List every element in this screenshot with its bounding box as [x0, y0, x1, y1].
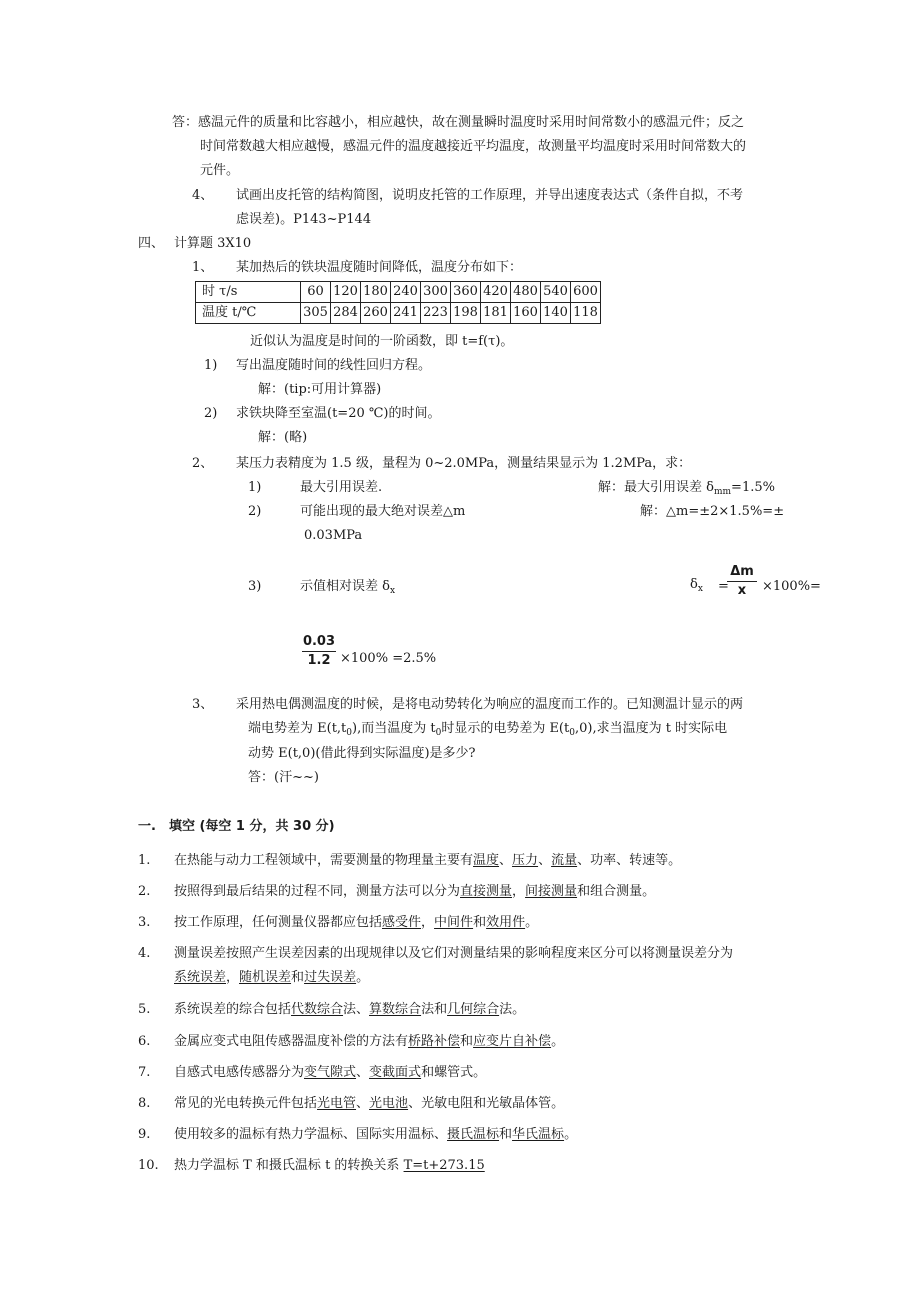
- blank-answer: 应变片自补偿: [473, 1034, 552, 1049]
- table-cell: 240: [391, 282, 421, 303]
- subquestion-number: 1): [248, 480, 262, 495]
- question-text: 采用热电偶测温度的时候，是将电动势转化为响应的温度而工作的。已知测温计显示的两: [236, 697, 744, 712]
- table-header-time: 时 τ/s: [196, 282, 301, 303]
- table-cell: 260: [361, 303, 391, 324]
- subquestion-number: 3): [248, 579, 262, 594]
- list-item: 自感式电感传感器分为变气隙式、变截面式和螺管式。: [174, 1065, 487, 1080]
- table-cell: 600: [571, 282, 601, 303]
- table-cell: 360: [451, 282, 481, 303]
- question-text: 动势 E(t,0)(借此得到实际温度)是多少?: [248, 746, 476, 761]
- subquestion-text: 可能出现的最大绝对误差△m: [300, 504, 466, 519]
- list-item: 金属应变式电阻传感器温度补偿的方法有桥路补偿和应变片自补偿。: [174, 1034, 565, 1049]
- table-cell: 223: [421, 303, 451, 324]
- table-cell: 120: [331, 282, 361, 303]
- table-cell: 60: [301, 282, 331, 303]
- formula-fraction: [302, 634, 336, 669]
- blank-answer: 代数综合: [291, 1002, 344, 1017]
- fraction-denominator: x: [737, 583, 747, 598]
- list-number: 2.: [138, 884, 151, 899]
- blank-answer: 流量: [551, 853, 578, 868]
- list-number: 4.: [138, 946, 151, 961]
- table-cell: 140: [541, 303, 571, 324]
- table-cell: 540: [541, 282, 571, 303]
- fraction-bar: [727, 581, 757, 582]
- subquestion-number: 1): [204, 358, 218, 373]
- fraction-numerator: Δm: [730, 564, 754, 579]
- list-item: 使用较多的温标有热力学温标、国际实用温标、摄氏温标和华氏温标。: [174, 1127, 578, 1142]
- table-cell: 300: [421, 282, 451, 303]
- list-number: 1.: [138, 853, 151, 868]
- formula-lhs: $\delta_x$: [690, 577, 703, 594]
- blank-answer: T=t+273.15: [403, 1158, 485, 1173]
- blank-answer: 温度: [473, 853, 500, 868]
- question-text: 端电势差为 $E(t,t_0)$,而当温度为 $t_0$时显示的电势差为 $E(t_0,0)$,求当温度为 t 时实际电: [248, 721, 728, 738]
- list-item: 按照得到最后结果的过程不同，测量方法可以分为直接测量，间接测量和组合测量。: [174, 884, 656, 899]
- blank-answer: 过失误差: [304, 970, 357, 985]
- blank-answer: 中间件: [434, 915, 474, 930]
- blank-answer: 效用件: [486, 915, 526, 930]
- blank-answer: 光电管: [317, 1096, 357, 1111]
- table-row: [196, 303, 601, 324]
- answer-line: 时间常数越大相应越慢，感温元件的温度越接近平均温度，故测量平均温度时采用时间常数大的: [200, 139, 747, 154]
- list-number: 6.: [138, 1034, 151, 1049]
- table-cell: 480: [511, 282, 541, 303]
- formula-percent: ×100%=: [762, 579, 821, 594]
- list-item: 按工作原理，任何测量仪器都应包括感受件，中间件和效用件。: [174, 915, 539, 930]
- answer-line: 元件。: [200, 163, 240, 178]
- table-cell: 198: [451, 303, 481, 324]
- section-title: 计算题 3X10: [174, 236, 252, 251]
- list-number: 9.: [138, 1127, 151, 1142]
- table-cell: 118: [571, 303, 601, 324]
- table-cell: 305: [301, 303, 331, 324]
- blank-answer: 随机误差: [239, 970, 292, 985]
- formula-equals: =: [718, 579, 729, 594]
- note-text: 近似认为温度是时间的一阶函数，即 t=f(τ)。: [250, 334, 514, 349]
- question-number: 2、: [192, 456, 214, 471]
- question-text: 某加热后的铁块温度随时间降低，温度分布如下：: [236, 260, 523, 275]
- blank-answer: 几何综合: [447, 1002, 500, 1017]
- subquestion-number: 2): [248, 504, 262, 519]
- table-cell: 420: [481, 282, 511, 303]
- section-number: 四、: [138, 236, 165, 251]
- subquestion-text: 最大引用误差.: [300, 480, 383, 495]
- table-cell: 284: [331, 303, 361, 324]
- blank-answer: 桥路补偿: [408, 1034, 461, 1049]
- question-number: 3、: [192, 697, 214, 712]
- blank-answer: 变气隙式: [304, 1065, 357, 1080]
- answer-line: 答：感温元件的质量和比容越小，相应越快，故在测量瞬时温度时采用时间常数小的感温元件；反之: [172, 115, 745, 130]
- blank-answer: 摄氏温标: [447, 1127, 500, 1142]
- question-text: 某压力表精度为 1.5 级，量程为 0~2.0MPa，测量结果显示为 1.2MPa，求：: [236, 456, 692, 471]
- blank-answer: 直接测量: [460, 884, 513, 899]
- subquestion-text: 求铁块降至室温(t=20 ℃)的时间。: [236, 406, 441, 421]
- list-item: 在热能与动力工程领域中，需要测量的物理量主要有温度、压力、流量、功率、转速等。: [174, 853, 682, 868]
- blank-answer: 间接测量: [525, 884, 578, 899]
- section-title: 一. 填空 (每空 1 分，共 30 分): [138, 819, 335, 834]
- answer-text: 解：最大引用误差 $\delta_{mm}=1.5\%$: [598, 480, 775, 497]
- table-cell: 241: [391, 303, 421, 324]
- question-number: 1、: [192, 260, 214, 275]
- list-number: 7.: [138, 1065, 151, 1080]
- blank-answer: 算数综合: [369, 1002, 422, 1017]
- subquestion-text: 写出温度随时间的线性回归方程。: [236, 358, 432, 373]
- blank-answer: 光电池: [369, 1096, 409, 1111]
- question-text: 试画出皮托管的结构简图，说明皮托管的工作原理，并导出速度表达式（条件自拟，不考: [236, 188, 744, 203]
- blank-answer: 变截面式: [369, 1065, 422, 1080]
- table-cell: 160: [511, 303, 541, 324]
- fraction-bar: [302, 651, 336, 652]
- temperature-table: [195, 281, 601, 324]
- subquestion-number: 2): [204, 406, 218, 421]
- list-item-continuation: 系统误差，随机误差和过失误差。: [174, 970, 370, 985]
- answer-text: 答：(汗~~): [248, 770, 319, 785]
- list-number: 8.: [138, 1096, 151, 1111]
- answer-text: 解：△m=±2×1.5%=±: [640, 504, 785, 519]
- blank-answer: 感受件: [382, 915, 422, 930]
- table-cell: 180: [361, 282, 391, 303]
- list-item: 热力学温标 T 和摄氏温标 t 的转换关系 T=t+273.15: [174, 1158, 485, 1173]
- formula-fraction: [727, 564, 757, 599]
- fraction-numerator: 0.03: [302, 634, 336, 649]
- list-item: 常见的光电转换元件包括光电管、光电池、光敏电阻和光敏晶体管。: [174, 1096, 565, 1111]
- table-header-temperature: 温度 t/℃: [196, 303, 301, 324]
- list-number: 5.: [138, 1002, 151, 1017]
- list-item: 测量误差按照产生误差因素的出现规律以及它们对测量结果的影响程度来区分可以将测量误差分为: [174, 946, 734, 961]
- list-number: 3.: [138, 915, 151, 930]
- answer-text: 解：(略): [258, 430, 308, 445]
- table-row: [196, 282, 601, 303]
- list-item: 系统误差的综合包括代数综合法、算数综合法和几何综合法。: [174, 1002, 526, 1017]
- subquestion-text: 示值相对误差 $\delta_x$: [300, 579, 396, 596]
- question-number: 4、: [192, 188, 214, 203]
- question-text: 虑误差)。P143~P144: [236, 212, 372, 227]
- blank-answer: 华氏温标: [512, 1127, 565, 1142]
- formula-result: ×100% =2.5%: [340, 651, 437, 666]
- blank-answer: 压力: [512, 853, 539, 868]
- answer-text: 0.03MPa: [304, 528, 363, 543]
- fraction-denominator: 1.2: [307, 653, 331, 668]
- list-number: 10.: [138, 1158, 159, 1173]
- table-cell: 181: [481, 303, 511, 324]
- answer-text: 解：(tip:可用计算器): [258, 382, 382, 397]
- blank-answer: 系统误差: [174, 970, 227, 985]
